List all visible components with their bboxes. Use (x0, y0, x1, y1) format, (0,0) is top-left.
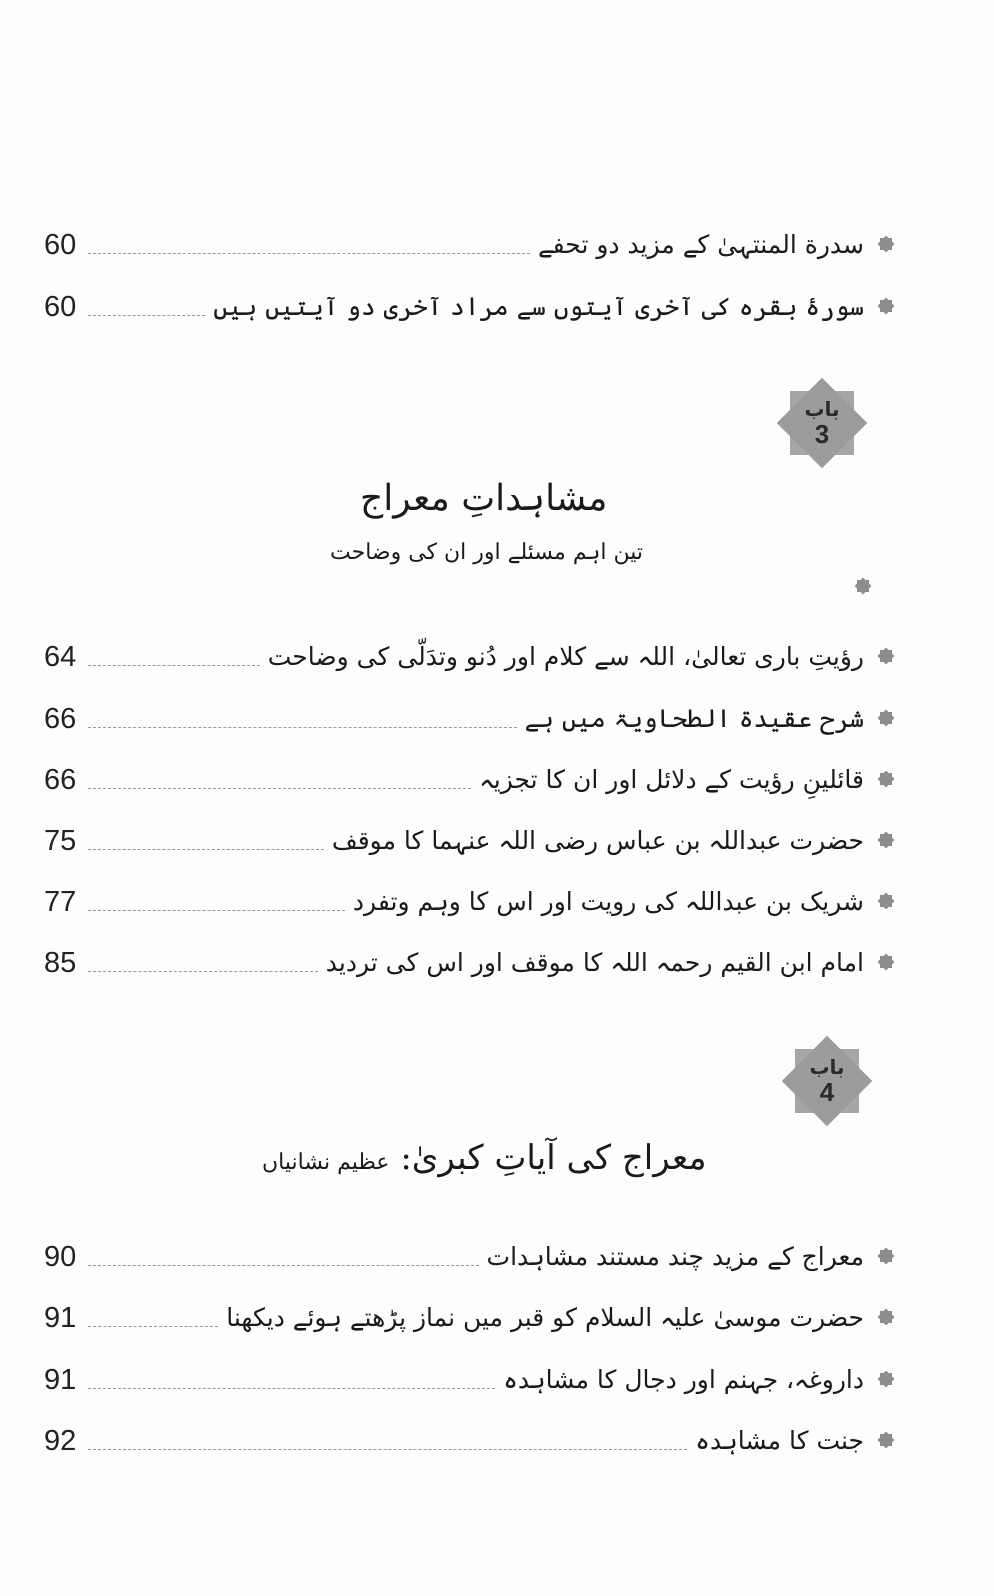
toc-entry[interactable] (44, 755, 894, 795)
page-number: 66 (44, 703, 77, 735)
dotted-leader (88, 849, 324, 850)
star-bullet-icon (878, 1371, 894, 1387)
badge-number: 4 (819, 1077, 835, 1107)
chapter-badge (777, 378, 867, 468)
dotted-leader (88, 315, 205, 316)
toc-entry[interactable] (44, 1232, 894, 1272)
entry-title: شریک بن عبداللہ کی رویت اور اس کا وہم وتفرد (352, 886, 864, 916)
star-bullet-icon (878, 298, 894, 314)
page-number: 60 (44, 291, 77, 323)
page-number: 90 (44, 1241, 77, 1273)
page-number: 75 (44, 825, 77, 857)
toc-entry[interactable] (44, 1416, 894, 1456)
star-bullet-icon (878, 1248, 894, 1264)
chapter-title: مشاہداتِ معراج (360, 478, 608, 519)
entry-title: معراج کے مزید چند مستند مشاہدات (486, 1241, 864, 1271)
badge-number: 3 (814, 419, 830, 449)
dotted-leader (88, 1388, 495, 1389)
toc-entry[interactable] (44, 1293, 894, 1333)
page-number: 66 (44, 764, 77, 796)
toc-entry[interactable] (44, 220, 894, 260)
toc-entry[interactable] (44, 1355, 894, 1395)
toc-entry[interactable] (44, 694, 894, 734)
badge-word: باب (809, 1055, 845, 1079)
dotted-leader (88, 788, 471, 789)
dotted-leader (88, 1326, 218, 1327)
entry-title: داروغہ، جہنم اور دجال کا مشاہدہ (503, 1364, 864, 1394)
star-bullet-icon (878, 710, 894, 726)
badge-word: باب (804, 397, 840, 421)
chapter-subtitle: تین اہم مسئلے اور ان کی وضاحت (330, 540, 643, 565)
toc-entry[interactable] (44, 282, 894, 322)
entry-title: سورۂ بقرہ کی آخری آیتوں سے مراد آخری دو آیتیں ہیں (213, 291, 864, 321)
dotted-leader (88, 727, 517, 728)
entry-title: رؤیتِ باری تعالیٰ، اللہ سے کلام اور دُنو وتدَلّی کی وضاحت (267, 641, 864, 671)
chapter-title (262, 1138, 707, 1178)
toc-entry[interactable] (44, 632, 894, 672)
entry-title: حضرت عبداللہ بن عباس رضی اللہ عنہما کا موقف (331, 825, 864, 855)
page-number: 92 (44, 1425, 77, 1457)
star-bullet-icon (878, 1309, 894, 1325)
chapter-badge (782, 1036, 872, 1126)
chapter-title-main: معراج کی آیاتِ کبریٰ: (400, 1138, 707, 1178)
star-bullet-icon (878, 771, 894, 787)
star-bullet-icon (878, 832, 894, 848)
page-number: 85 (44, 947, 77, 979)
dotted-leader (88, 253, 530, 254)
page-number: 77 (44, 886, 77, 918)
star-bullet-icon (878, 893, 894, 909)
page-number: 60 (44, 229, 77, 261)
toc-entry[interactable] (44, 877, 894, 917)
entry-title: سدرة المنتہیٰ کے مزید دو تحفے (538, 229, 864, 259)
star-bullet-icon (878, 236, 894, 252)
dotted-leader (88, 910, 345, 911)
dotted-leader (88, 1265, 479, 1266)
entry-title: جنت کا مشاہدہ (695, 1425, 864, 1455)
page-number: 91 (44, 1364, 77, 1396)
chapter-subtitle: عظیم نشانیاں (262, 1150, 390, 1175)
star-bullet-icon (855, 578, 871, 594)
page-number: 91 (44, 1302, 77, 1334)
star-bullet-icon (878, 954, 894, 970)
entry-title: امام ابن القیم رحمہ اللہ کا موقف اور اس کی تردید (325, 947, 864, 977)
toc-entry[interactable] (44, 938, 894, 978)
star-bullet-icon (878, 648, 894, 664)
star-bullet-icon (878, 1432, 894, 1448)
page-number: 64 (44, 641, 77, 673)
entry-title: قائلینِ رؤیت کے دلائل اور ان کا تجزیہ (479, 764, 864, 794)
dotted-leader (88, 971, 318, 972)
entry-title: شرح عقیدۃ الطحاویۃ میں ہے (524, 703, 864, 733)
dotted-leader (88, 1449, 687, 1450)
entry-title: حضرت موسیٰ علیہ السلام کو قبر میں نماز پڑھتے ہوئے دیکھنا (226, 1302, 864, 1332)
dotted-leader (88, 665, 260, 666)
toc-entry[interactable] (44, 816, 894, 856)
